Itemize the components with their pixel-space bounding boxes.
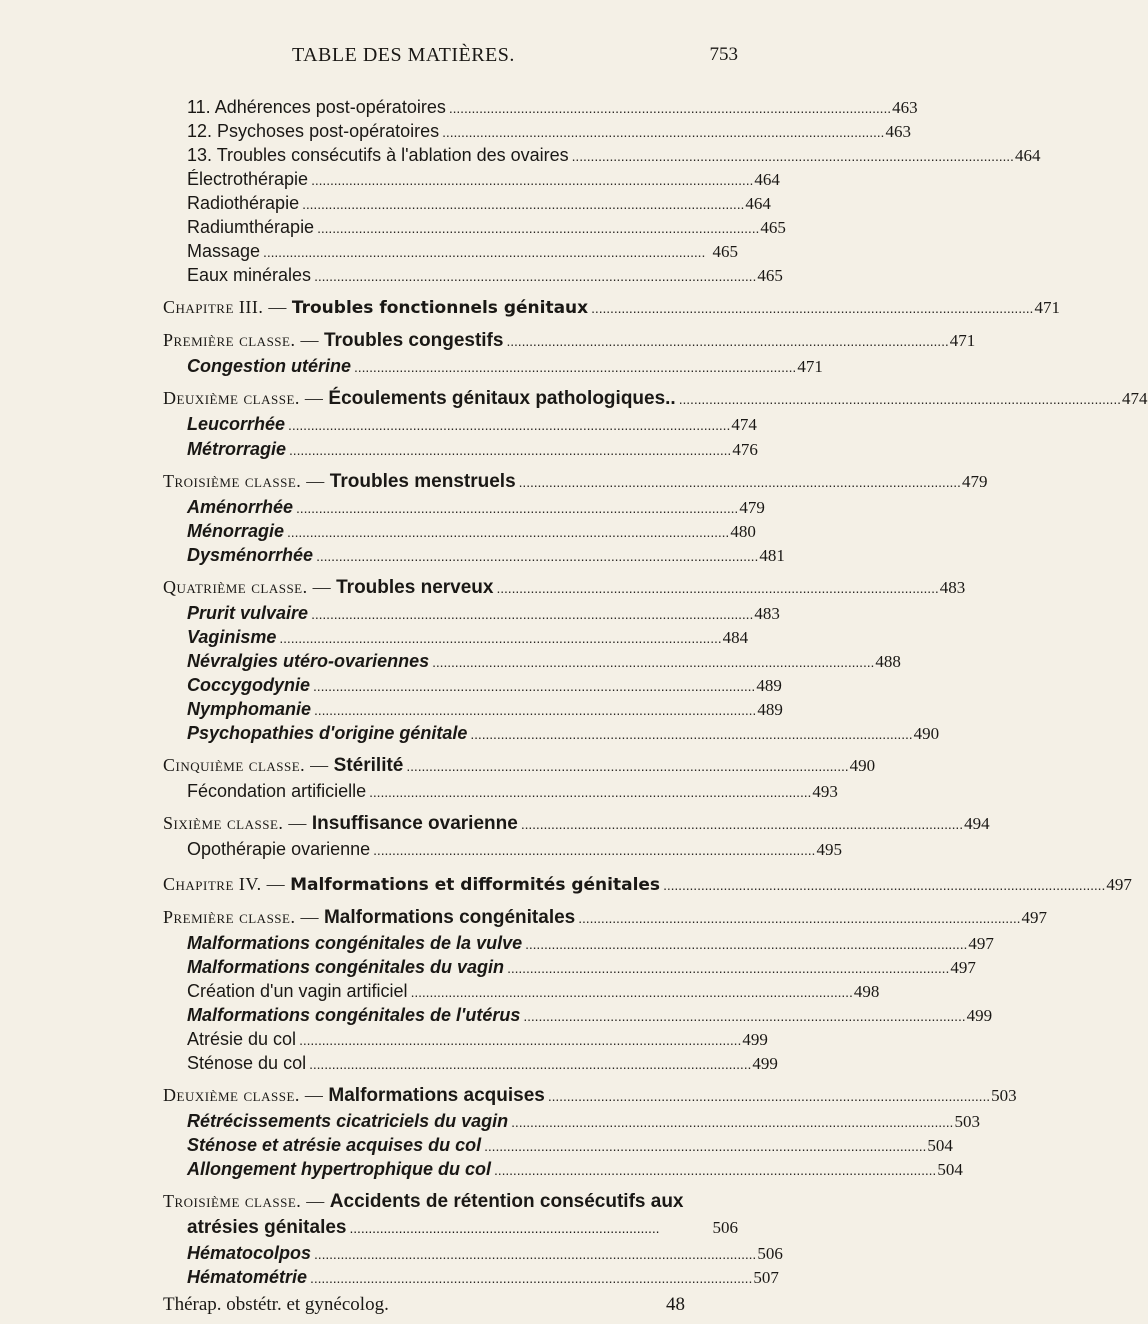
toc-page: 471 <box>797 357 823 376</box>
toc-page: 497 <box>950 958 976 977</box>
toc-entry: Coccygodynie . . . 489 <box>187 672 738 698</box>
footer-text: Thérap. obstétr. et gynécolog. <box>163 1294 389 1315</box>
toc-class-entry: Troisième classe. — Accidents de rétention consécutifs aux atrésies génitales . . . 506 <box>163 1188 738 1240</box>
toc-page: 465 <box>757 266 783 285</box>
toc-entry: Sténose du col . . . 499 <box>187 1050 738 1076</box>
toc-entry: Dysménorrhée . . . 481 <box>187 542 738 568</box>
toc-page: 499 <box>742 1030 768 1049</box>
toc-entry: Prurit vulvaire . . . 483 <box>187 600 738 626</box>
toc-class-entry: Cinquième classe. — Stérilité . . . 490 <box>163 752 738 778</box>
toc-entry: Fécondation artificielle . . . 493 <box>187 778 738 804</box>
toc-class-entry: Deuxième classe. — Malformations acquises . . . 503 <box>163 1082 738 1108</box>
toc-page: 493 <box>812 782 838 801</box>
toc-page: 503 <box>954 1112 980 1131</box>
toc-entry: Leucorrhée . . . 474 <box>187 411 738 437</box>
toc-class-entry: Quatrième classe. — Troubles nerveux . . . 483 <box>163 574 738 600</box>
toc-entry: 12. Psychoses post-opératoires . . . 463 <box>187 118 738 144</box>
toc-entry: Radiothérapie . . . 464 <box>187 190 738 216</box>
toc-page: 484 <box>722 628 749 647</box>
toc-page: 504 <box>937 1160 963 1179</box>
toc-page: 494 <box>964 814 990 833</box>
toc-entry: Radiumthérapie . . . 465 <box>187 214 738 240</box>
toc-page: 476 <box>732 440 758 459</box>
toc-page: 489 <box>757 700 783 719</box>
toc-class-entry: Sixième classe. — Insuffisance ovarienne . . . 494 <box>163 810 738 836</box>
toc-page: 474 <box>1122 389 1148 408</box>
toc-page: 474 <box>731 415 757 434</box>
toc-page: 465 <box>712 242 738 261</box>
toc-entry: Création d'un vagin artificiel . . . 498 <box>187 978 738 1004</box>
toc-entry: Eaux minérales . . . 465 <box>187 262 738 288</box>
toc-page: 480 <box>730 522 756 541</box>
toc-entry: Opothérapie ovarienne . . . 495 <box>187 836 738 862</box>
toc-page: 471 <box>1034 298 1060 317</box>
toc-entry: Métrorragie . . . 476 <box>187 436 738 462</box>
toc-page: 483 <box>939 578 966 597</box>
toc-entry: Électrothérapie . . . 464 <box>187 166 738 192</box>
toc-page: 497 <box>1106 875 1132 894</box>
toc-page: 506 <box>712 1218 738 1237</box>
toc-class-entry: Première classe. — Troubles congestifs . . . 471 <box>163 327 738 353</box>
toc-page: 481 <box>759 546 785 565</box>
toc-entry: Hématométrie . . . 507 <box>187 1264 738 1290</box>
toc-entry: Sténose et atrésie acquises du col . . . 504 <box>187 1132 738 1158</box>
toc-page: 490 <box>913 724 940 743</box>
toc-class-entry: Deuxième classe. — Écoulements génitaux pathologiques.. . . . 474 <box>163 385 738 411</box>
signature-mark: 48 <box>666 1294 685 1315</box>
page-header <box>0 44 800 74</box>
toc-entry: Hématocolpos . . . 506 <box>187 1240 738 1266</box>
toc-page: 464 <box>745 194 771 213</box>
toc-page: 490 <box>849 756 876 775</box>
toc-page: 463 <box>892 98 918 117</box>
toc-page: 479 <box>739 498 765 517</box>
toc-entry: Nymphomanie . . . 489 <box>187 696 738 722</box>
toc-entry: Rétrécissements cicatriciels du vagin . . . 503 <box>187 1108 738 1134</box>
toc-chapter-entry: Chapitre III. — Troubles fonctionnels génitaux . . . 471 <box>163 294 738 320</box>
toc-entry: Malformations congénitales de l'utérus . . . 499 <box>187 1002 738 1028</box>
toc-entry: Massage . . . 465 <box>187 238 738 264</box>
toc-class-entry: Troisième classe. — Troubles menstruels . . . 479 <box>163 468 738 494</box>
toc-page: 498 <box>853 982 880 1001</box>
toc-page: 488 <box>875 652 901 671</box>
toc-page: 464 <box>1014 146 1041 165</box>
toc-class-entry: Première classe. — Malformations congénitales . . . 497 <box>163 904 738 930</box>
toc-page: 497 <box>1021 908 1048 927</box>
toc-page: 465 <box>760 218 786 237</box>
toc-page: 499 <box>966 1006 993 1025</box>
toc-page: 503 <box>991 1086 1017 1105</box>
toc-entry: Psychopathies d'origine génitale . . . 490 <box>187 720 738 746</box>
toc-page: 463 <box>885 122 911 141</box>
toc-page: 479 <box>961 472 988 491</box>
toc-entry: Congestion utérine . . . 471 <box>187 353 738 379</box>
toc-page: 471 <box>949 331 976 350</box>
toc-page: 464 <box>754 170 780 189</box>
toc-page: 499 <box>752 1054 778 1073</box>
running-title: TABLE DES MATIÈRES. <box>292 44 515 66</box>
toc-page: 497 <box>968 934 994 953</box>
toc-page: 507 <box>753 1268 779 1287</box>
toc-page: 504 <box>927 1136 953 1155</box>
toc-entry: 13. Troubles consécutifs à l'ablation des ovaires . . . 464 <box>187 142 738 168</box>
toc-page: 506 <box>757 1244 783 1263</box>
toc-entry: Malformations congénitales de la vulve . . . 497 <box>187 930 738 956</box>
toc-entry: Aménorrhée . . . 479 <box>187 494 738 520</box>
toc-entry: Malformations congénitales du vagin . . . 497 <box>187 954 738 980</box>
toc-entry: Ménorragie . . . 480 <box>187 518 738 544</box>
toc-entry: 11. Adhérences post-opératoires . . . 463 <box>187 94 738 120</box>
toc-entry: Vaginisme . . . 484 <box>187 624 738 650</box>
toc-page: 483 <box>754 604 780 623</box>
toc-page: 495 <box>816 840 842 859</box>
toc-chapter-entry: Chapitre IV. — Malformations et difformités génitales . . . 497 <box>163 871 738 897</box>
toc-entry: Allongement hypertrophique du col . . . 504 <box>187 1156 738 1182</box>
toc-page: 489 <box>756 676 782 695</box>
page-number: 753 <box>709 44 738 65</box>
toc-entry: Névralgies utéro-ovariennes . . . 488 <box>187 648 738 674</box>
toc-entry: Atrésie du col . . . 499 <box>187 1026 738 1052</box>
page-footer <box>163 1294 723 1320</box>
